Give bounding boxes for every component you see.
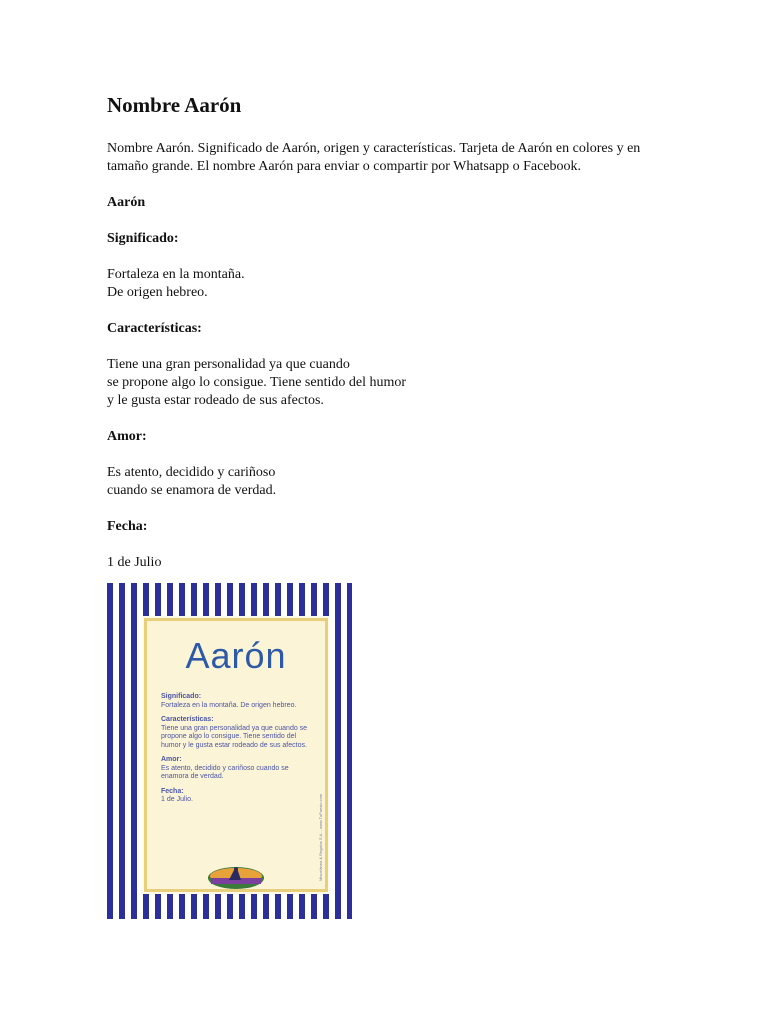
significado-heading: Significado: [107,231,179,246]
card-side-credit: Miscelánea & Regalos S.A. - www.TuPuesto.com [318,793,323,881]
significado-text [107,266,667,302]
fecha-heading: Fecha: [107,519,148,534]
document-body [107,90,667,590]
card-caracteristicas-text: Tiene una gran personalidad ya que cuando se propone algo lo consigue. Tiene sentido del humor y le gusta estar rodeado de sus afectos. [161,724,308,749]
caracteristicas-line: se propone algo lo consigue. Tiene sentido del humor [107,375,407,390]
amor-heading: Amor: [107,429,147,444]
amor-line: cuando se enamora de verdad. [107,483,277,498]
card-name: Aarón [185,635,287,676]
caracteristicas-heading: Características: [107,321,202,336]
amor-line: Es atento, decidido y cariñoso [107,465,276,480]
intro-paragraph: Nombre Aarón. Significado de Aarón, origen y características. Tarjeta de Aarón en colores y en tamaño grande. El nombre Aarón para enviar o compartir por Whatsapp o Facebook. [107,141,641,174]
caracteristicas-line: Tiene una gran personalidad ya que cuando [107,357,350,372]
fecha-value: 1 de Julio [107,555,162,570]
card-significado-text: Fortaleza en la montaña. De origen hebreo. [161,701,297,709]
card-fecha-text: 1 de Julio. [161,796,193,803]
significado-line: De origen hebreo. [107,285,208,300]
name-card-image [107,583,352,919]
significado-line: Fortaleza en la montaña. [107,267,245,282]
card-caracteristicas-heading: Características: [161,716,214,723]
caracteristicas-text [107,356,667,410]
card-amor-text: Es atento, decidido y cariñoso cuando se enamora de verdad. [161,764,289,780]
amor-text [107,464,667,500]
caracteristicas-line: y le gusta estar rodeado de sus afectos. [107,393,324,408]
card-amor-heading: Amor: [161,756,182,763]
card-details [161,693,313,805]
name-heading: Aarón [107,195,146,210]
card-significado-heading: Significado: [161,693,202,700]
card-fecha-heading: Fecha: [161,787,184,795]
card-panel [144,618,328,892]
card-emblem-icon [207,864,265,890]
page-title: Nombre Aarón [107,93,242,117]
